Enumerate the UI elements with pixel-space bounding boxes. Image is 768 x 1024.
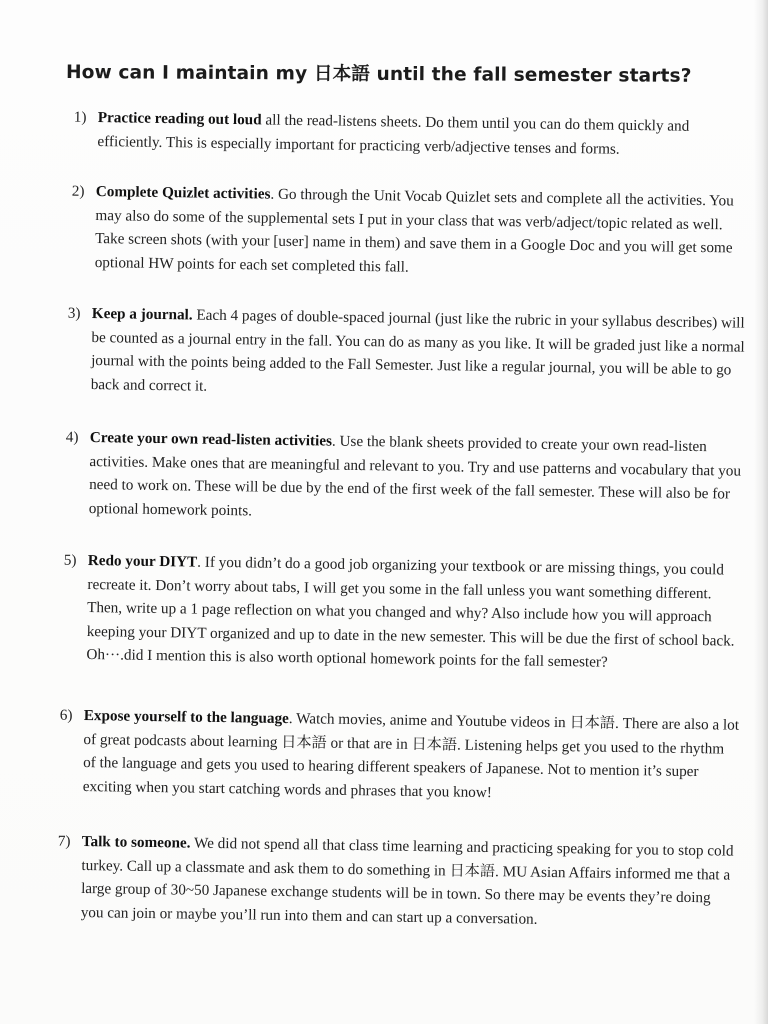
- item-text: . Use the blank sheets provided to create your own read-listen activities. Make ones that are meaningful and relevant to you. Try and use patterns and vocabulary that you need to work on. These will be due by the end of the first week of the fall semester. These will also be for optional homework points.: [88, 432, 742, 519]
- list-item-7: [57, 830, 738, 934]
- item-number: 7): [57, 832, 71, 850]
- page-edge-shadow: [754, 0, 768, 1024]
- item-heading: Complete Quizlet activities: [95, 182, 271, 203]
- list-item-4: [65, 426, 746, 530]
- item-number: 5): [63, 551, 77, 569]
- page-title: How can I maintain my 日本語 until the fall semester starts?: [65, 62, 692, 87]
- item-heading: Keep a journal.: [91, 304, 193, 324]
- item-text: We did not spend all that class time learning and practicing speaking for you to stop cold turkey. Call up a classmate and ask them to do something in 日本語. MU Asian Affairs informed me that a large group of 30~50 Japanese exchange students will be in town. So there may be events they’re doing you can join or maybe you’ll run into them and can start up a conversation.: [80, 834, 734, 928]
- list-item-2: [71, 180, 752, 284]
- item-text: Each 4 pages of double-spaced journal (just like the rubric in your syllabus describes) will be counted as a journal entry in the fall. You can do as many as you like. It will be graded just like a normal journal with the points being added to the Fall Semester. Just like a regular journal, you will be able to go back and correct it.: [90, 306, 745, 395]
- item-heading: Practice reading out loud: [97, 108, 262, 129]
- list-item-1: [73, 106, 754, 163]
- item-text: all the read-listens sheets. Do them until you can do them quickly and efficiently. This is especially important for practicing verb/adjective tenses and forms.: [97, 111, 690, 158]
- item-heading: Redo your DIYT: [87, 551, 198, 571]
- item-heading: Create your own read-listen activities: [89, 428, 333, 450]
- item-heading: Expose yourself to the language: [83, 706, 289, 728]
- item-number: 1): [73, 108, 87, 126]
- item-number: 2): [71, 182, 85, 200]
- list-item-3: [67, 302, 748, 406]
- item-number: 4): [65, 428, 79, 446]
- item-heading: Talk to someone.: [81, 832, 191, 852]
- item-text: . If you didn’t do a good job organizing your textbook or are missing things, you could recreate it. Don’t worry about tabs, I will get you some in the fall unless you want something different. Then, write up a 1 page reflection on what you changed and why? Also include how you will approach keeping your DIYT organized and up to date in the new semester. This will be due the first of school back. Oh···.did I mention this is also worth optional homework points for the fall semester?: [86, 553, 735, 671]
- list-item-6: [59, 704, 740, 808]
- list-item-5: [63, 549, 744, 676]
- item-number: 6): [59, 706, 73, 724]
- item-text: . Go through the Unit Vocab Quizlet sets and complete all the activities. You may also do some of the supplemental sets I put in your class that was verb/adject/topic related as well. Take screen shots (with your [user] name in them) and save them in a Google Doc and you will get some optional HW points for each set completed this fall.: [94, 185, 734, 276]
- item-number: 3): [67, 304, 81, 322]
- item-text: . Watch movies, anime and Youtube videos in 日本語. There are also a lot of great podcasts about learning 日本語 or that are in 日本語. Listening helps get you used to the rhythm of the language and gets you used to hearing different speakers of Japanese. Not to mention it’s super exciting when you start catching words and phrases that you know!: [82, 710, 740, 801]
